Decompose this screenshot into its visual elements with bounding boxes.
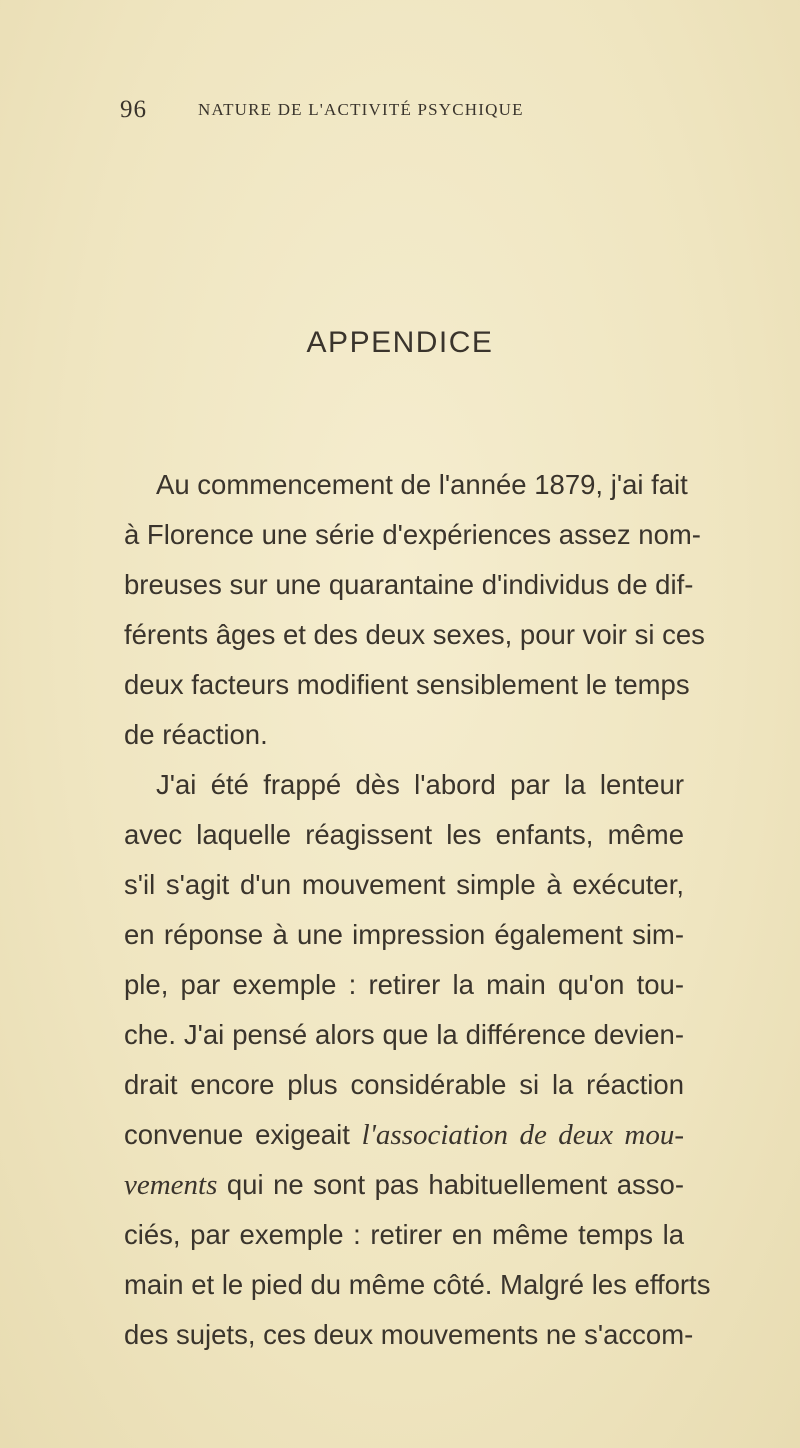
running-head [120, 96, 680, 126]
text-line: Au commencement de l'année 1879, j'ai fait [156, 469, 688, 500]
text-line: des sujets, ces deux mouvements ne s'accom- [124, 1319, 694, 1350]
text-line [124, 1166, 684, 1216]
text-line: drait encore plus considérable si la réaction [124, 1069, 684, 1100]
text-line [124, 1116, 684, 1166]
text-segment: convenue exigeait [124, 1119, 350, 1150]
text-line: ciés, par exemple : retirer en même temps la [124, 1219, 684, 1250]
page-number: 96 [120, 96, 147, 123]
text-segment: qui ne sont pas habituellement asso- [226, 1169, 684, 1200]
text-line: avec laquelle réagissent les enfants, même [124, 819, 684, 850]
text-line: che. J'ai pensé alors que la différence devien- [124, 1019, 684, 1050]
text-line: s'il s'agit d'un mouvement simple à exécuter, [124, 869, 684, 900]
section-title: APPENDICE [306, 326, 494, 359]
italic-phrase: l'association de deux mou- [361, 1119, 684, 1151]
text-line: de réaction. [124, 719, 268, 750]
text-line: J'ai été frappé dès l'abord par la lenteur [156, 769, 684, 800]
text-line: férents âges et des deux sexes, pour voir si ces [124, 619, 705, 650]
text-line: breuses sur une quarantaine d'individus de dif- [124, 569, 694, 600]
text-line: ple, par exemple : retirer la main qu'on tou- [124, 969, 684, 1000]
text-line: en réponse à une impression également sim- [124, 919, 684, 950]
body-text [124, 466, 711, 1366]
text-line: main et le pied du même côté. Malgré les efforts [124, 1269, 711, 1300]
text-line: à Florence une série d'expériences assez nom- [124, 519, 701, 550]
italic-phrase: vements [124, 1169, 218, 1201]
text-line: deux facteurs modifient sensiblement le temps [124, 669, 690, 700]
running-head-title: NATURE DE L'ACTIVITÉ PSYCHIQUE [198, 100, 524, 119]
